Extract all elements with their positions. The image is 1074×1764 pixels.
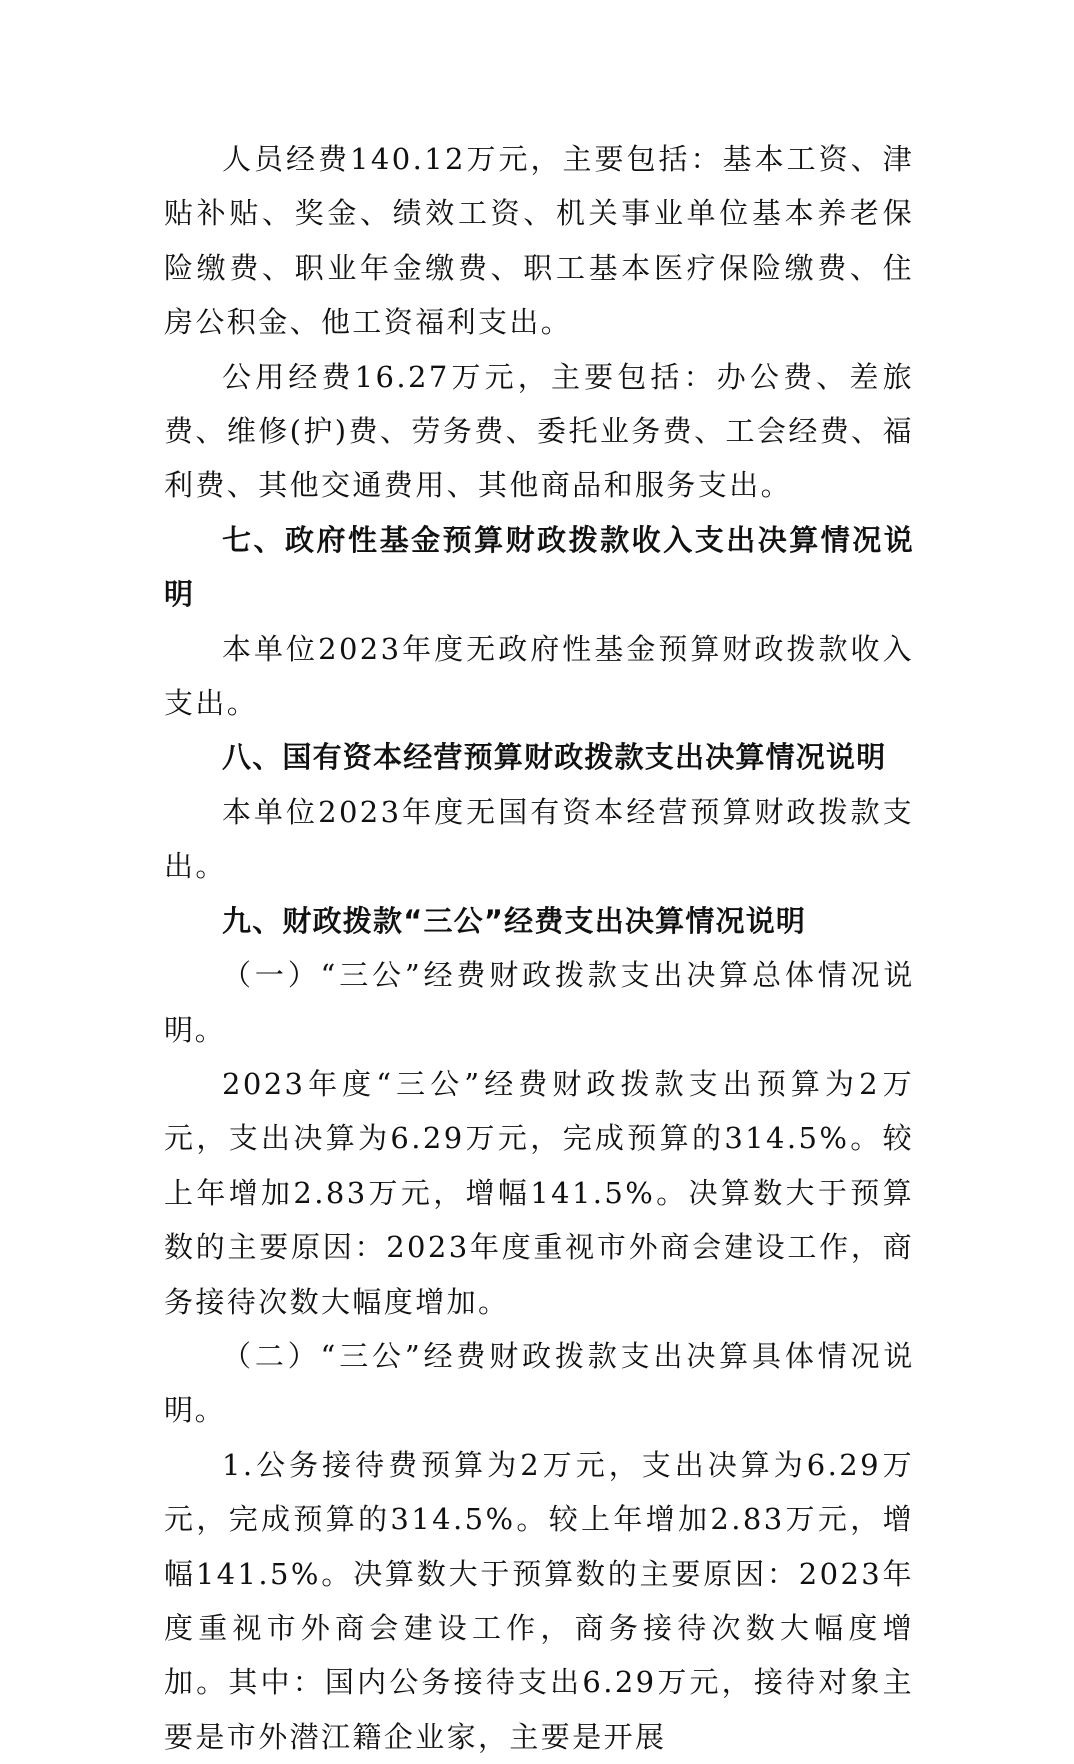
reception-expense-paragraph: 1.公务接待费预算为2万元，支出决算为6.29万元，完成预算的314.5%。较上年增加2.83万元，增幅141.5%。决算数大于预算数的主要原因：2023年度重视市外商会建设工作，商务接待次数大幅度增加。其中：国内公务接待支出6.29万元，接待对象主要是市外潜江籍企业家，主要是开展 xyxy=(164,1447,914,1754)
section-heading-7: 七、政府性基金预算财政拨款收入支出决算情况说明 xyxy=(164,522,914,612)
personnel-expense-paragraph: 人员经费140.12万元，主要包括：基本工资、津贴补贴、奖金、绩效工资、机关事业单位基本养老保险缴费、职业年金缴费、职工基本医疗保险缴费、住房公积金、他工资福利支出。 xyxy=(164,142,914,340)
subheading-2: （二）“三公”经费财政拨款支出决算具体情况说明。 xyxy=(164,1338,914,1428)
state-capital-paragraph: 本单位2023年度无国有资本经营预算财政拨款支出。 xyxy=(164,794,914,884)
government-fund-paragraph: 本单位2023年度无政府性基金预算财政拨款收入支出。 xyxy=(164,631,914,721)
subheading-1: （一）“三公”经费财政拨款支出决算总体情况说明。 xyxy=(164,958,914,1047)
section-heading-8: 八、国有资本经营预算财政拨款支出决算情况说明 xyxy=(222,740,887,775)
section-heading-9: 九、财政拨款“三公”经费支出决算情况说明 xyxy=(222,903,807,938)
overall-three-public-paragraph: 2023年度“三公”经费财政拨款支出预算为2万元，支出决算为6.29万元，完成预算的314.5%。较上年增加2.83万元，增幅141.5%。决算数大于预算数的主要原因：2023年度重视市外商会建设工作，商务接待次数大幅度增加。 xyxy=(164,1066,914,1319)
document-page xyxy=(164,132,914,1764)
public-expense-paragraph: 公用经费16.27万元，主要包括：办公费、差旅费、维修(护)费、劳务费、委托业务费、工会经费、福利费、其他交通费用、其他商品和服务支出。 xyxy=(164,359,914,503)
